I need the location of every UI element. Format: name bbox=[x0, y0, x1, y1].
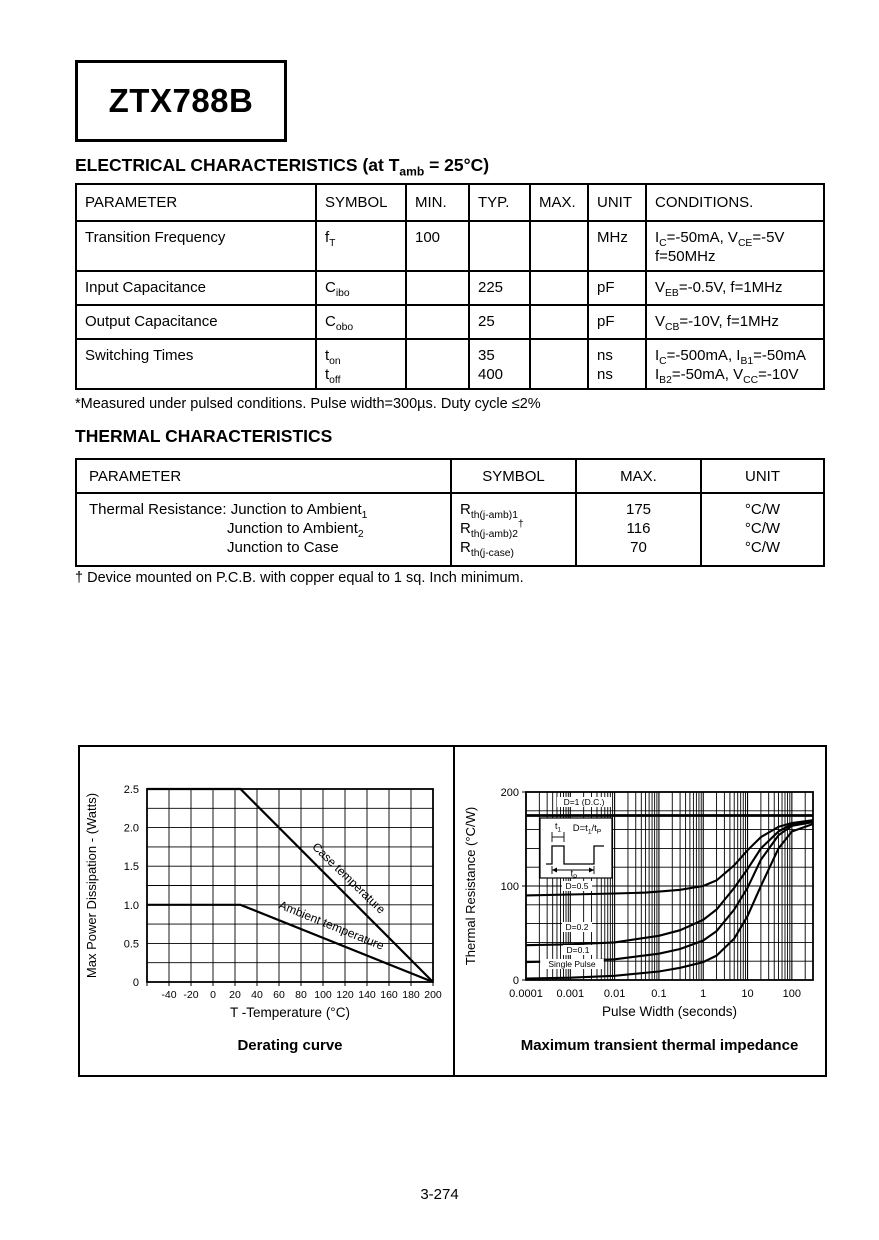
electrical-table bbox=[75, 183, 825, 390]
inset-t1-label: $t_1$ bbox=[554, 821, 562, 834]
column-header: CONDITIONS. bbox=[646, 184, 824, 221]
thermal-heading: THERMAL CHARACTERISTICS bbox=[75, 426, 333, 446]
x-tick-label: 120 bbox=[336, 989, 354, 1001]
x-tick-label: 10 bbox=[741, 988, 754, 1000]
column-header: PARAMETER bbox=[76, 459, 451, 493]
x-tick-label: 160 bbox=[380, 989, 398, 1001]
column-header: SYMBOL bbox=[451, 459, 576, 493]
x-axis-label: Pulse Width (seconds) bbox=[601, 1004, 738, 1019]
x-tick-label: -20 bbox=[183, 989, 199, 1001]
cell-unit: ns ns bbox=[588, 339, 646, 389]
cell-conditions: $I_C=-50mA$, $V_{CE}=-5V$ f=50MHz bbox=[646, 221, 824, 271]
cell-unit: °C/W °C/W °C/W bbox=[701, 493, 824, 566]
table-row bbox=[76, 493, 824, 566]
inset-tp-label: $t_P$ bbox=[570, 868, 578, 881]
column-header: MIN. bbox=[406, 184, 469, 221]
y-tick-label: 0 bbox=[512, 975, 519, 987]
table-row bbox=[76, 221, 824, 271]
y-tick-label: 1.0 bbox=[123, 899, 139, 912]
y-tick-label: 100 bbox=[500, 881, 519, 893]
electrical-header-row bbox=[76, 184, 824, 221]
x-tick-label: 0 bbox=[210, 989, 216, 1001]
series-label: D=1 (D.C.) bbox=[563, 797, 605, 807]
y-tick-label: 0 bbox=[132, 977, 139, 989]
cell-parameter: Transition Frequency bbox=[76, 221, 316, 271]
x-tick-label: 60 bbox=[273, 989, 285, 1001]
cell-min bbox=[406, 271, 469, 305]
part-number-box bbox=[75, 60, 287, 142]
inset-formula-label: $D=t_1/t_P$ bbox=[572, 823, 602, 836]
cell-symbol: $R_{th(j-amb)1}$ $R_{th(j-amb)2}^\dagger$ $R_{th(j-case)}$ bbox=[451, 493, 576, 566]
y-axis-label: Max Power Dissipation - (Watts) bbox=[84, 792, 99, 979]
cell-unit: pF bbox=[588, 271, 646, 305]
x-tick-label: 80 bbox=[295, 989, 307, 1001]
x-tick-label: 0.1 bbox=[651, 988, 667, 1000]
cell-symbol: $f_T$ bbox=[316, 221, 406, 271]
x-axis-label: T -Temperature (°C) bbox=[230, 1005, 350, 1020]
table-row bbox=[76, 305, 824, 339]
cell-symbol: $t_{on}$ $t_{off}$ bbox=[316, 339, 406, 389]
cell-symbol: $C_{ibo}$ bbox=[316, 271, 406, 305]
column-header: MAX. bbox=[530, 184, 588, 221]
x-tick-label: 180 bbox=[402, 989, 420, 1001]
y-tick-label: 2.0 bbox=[123, 822, 139, 835]
cell-max bbox=[530, 339, 588, 389]
cell-symbol: $C_{obo}$ bbox=[316, 305, 406, 339]
cell-parameter: Output Capacitance bbox=[76, 305, 316, 339]
chart-caption: Derating curve bbox=[237, 1037, 343, 1054]
series-label: D=0.1 bbox=[566, 945, 590, 955]
series-label: Ambient temperature bbox=[276, 897, 387, 953]
x-tick-label: -40 bbox=[161, 989, 177, 1001]
x-tick-label: 0.01 bbox=[603, 988, 626, 1000]
x-tick-label: 0.001 bbox=[556, 988, 585, 1000]
transient-thermal-impedance-chart bbox=[455, 747, 825, 1075]
cell-parameter: Thermal Resistance: Junction to Ambient$_1$ Junction to Ambient$_2$ Junction to Case bbox=[76, 493, 451, 566]
column-header: UNIT bbox=[588, 184, 646, 221]
x-tick-label: 40 bbox=[251, 989, 263, 1001]
table-row bbox=[76, 271, 824, 305]
cell-typ bbox=[469, 221, 530, 271]
column-header: TYP. bbox=[469, 184, 530, 221]
chart-caption: Maximum transient thermal impedance bbox=[520, 1037, 799, 1054]
y-axis-label: Thermal Resistance (°C/W) bbox=[463, 806, 478, 966]
series-label: Case temperature bbox=[309, 839, 389, 917]
part-number: ZTX788B bbox=[108, 82, 254, 119]
thermal-footnote: † Device mounted on P.C.B. with copper equal to 1 sq. Inch minimum. bbox=[75, 570, 524, 586]
pulse-definition-inset bbox=[540, 818, 612, 881]
y-tick-label: 0.5 bbox=[123, 938, 139, 951]
y-tick-label: 1.5 bbox=[123, 861, 139, 874]
series-label: D=0.2 bbox=[565, 922, 589, 932]
column-header: PARAMETER bbox=[76, 184, 316, 221]
cell-conditions: $I_C=-500mA$, $I_{B1}=-50mA$ $I_{B2}=-50mA$, $V_{CC}=-10V$ bbox=[646, 339, 824, 389]
x-tick-label: 0.0001 bbox=[509, 988, 543, 1000]
column-header: MAX. bbox=[576, 459, 701, 493]
cell-unit: MHz bbox=[588, 221, 646, 271]
figures-box bbox=[78, 745, 827, 1077]
cell-max bbox=[530, 305, 588, 339]
table-row bbox=[76, 339, 824, 389]
x-tick-label: 100 bbox=[314, 989, 332, 1001]
cell-max bbox=[530, 271, 588, 305]
x-tick-label: 20 bbox=[229, 989, 241, 1001]
page-number: 3-274 bbox=[420, 1186, 459, 1203]
cell-conditions: $V_{CB}=-10V$, f=1MHz bbox=[646, 305, 824, 339]
cell-min: 100 bbox=[406, 221, 469, 271]
x-tick-label: 100 bbox=[782, 988, 802, 1000]
x-tick-label: 200 bbox=[424, 989, 442, 1001]
x-tick-label: 140 bbox=[358, 989, 376, 1001]
series-label: Single Pulse bbox=[548, 959, 596, 969]
series-label: D=0.5 bbox=[565, 881, 589, 891]
electrical-footnote: *Measured under pulsed conditions. Pulse width=300µs. Duty cycle ≤2% bbox=[75, 396, 541, 412]
column-header: SYMBOL bbox=[316, 184, 406, 221]
cell-min bbox=[406, 339, 469, 389]
thermal-table bbox=[75, 458, 825, 567]
y-tick-label: 200 bbox=[500, 787, 519, 799]
cell-typ: 225 bbox=[469, 271, 530, 305]
thermal-header-row bbox=[76, 459, 824, 493]
cell-conditions: $V_{EB}=-0.5V$, f=1MHz bbox=[646, 271, 824, 305]
cell-parameter: Input Capacitance bbox=[76, 271, 316, 305]
cell-typ: 35 400 bbox=[469, 339, 530, 389]
cell-min bbox=[406, 305, 469, 339]
cell-max bbox=[530, 221, 588, 271]
y-tick-label: 2.5 bbox=[123, 784, 139, 796]
derating-chart bbox=[80, 747, 453, 1075]
x-tick-label: 1 bbox=[700, 988, 707, 1000]
cell-parameter: Switching Times bbox=[76, 339, 316, 389]
cell-unit: pF bbox=[588, 305, 646, 339]
column-header: UNIT bbox=[701, 459, 824, 493]
cell-typ: 25 bbox=[469, 305, 530, 339]
cell-max: 175 116 70 bbox=[576, 493, 701, 566]
electrical-heading: ELECTRICAL CHARACTERISTICS (at $T_{amb} = 25^\circ C$) bbox=[75, 155, 490, 179]
